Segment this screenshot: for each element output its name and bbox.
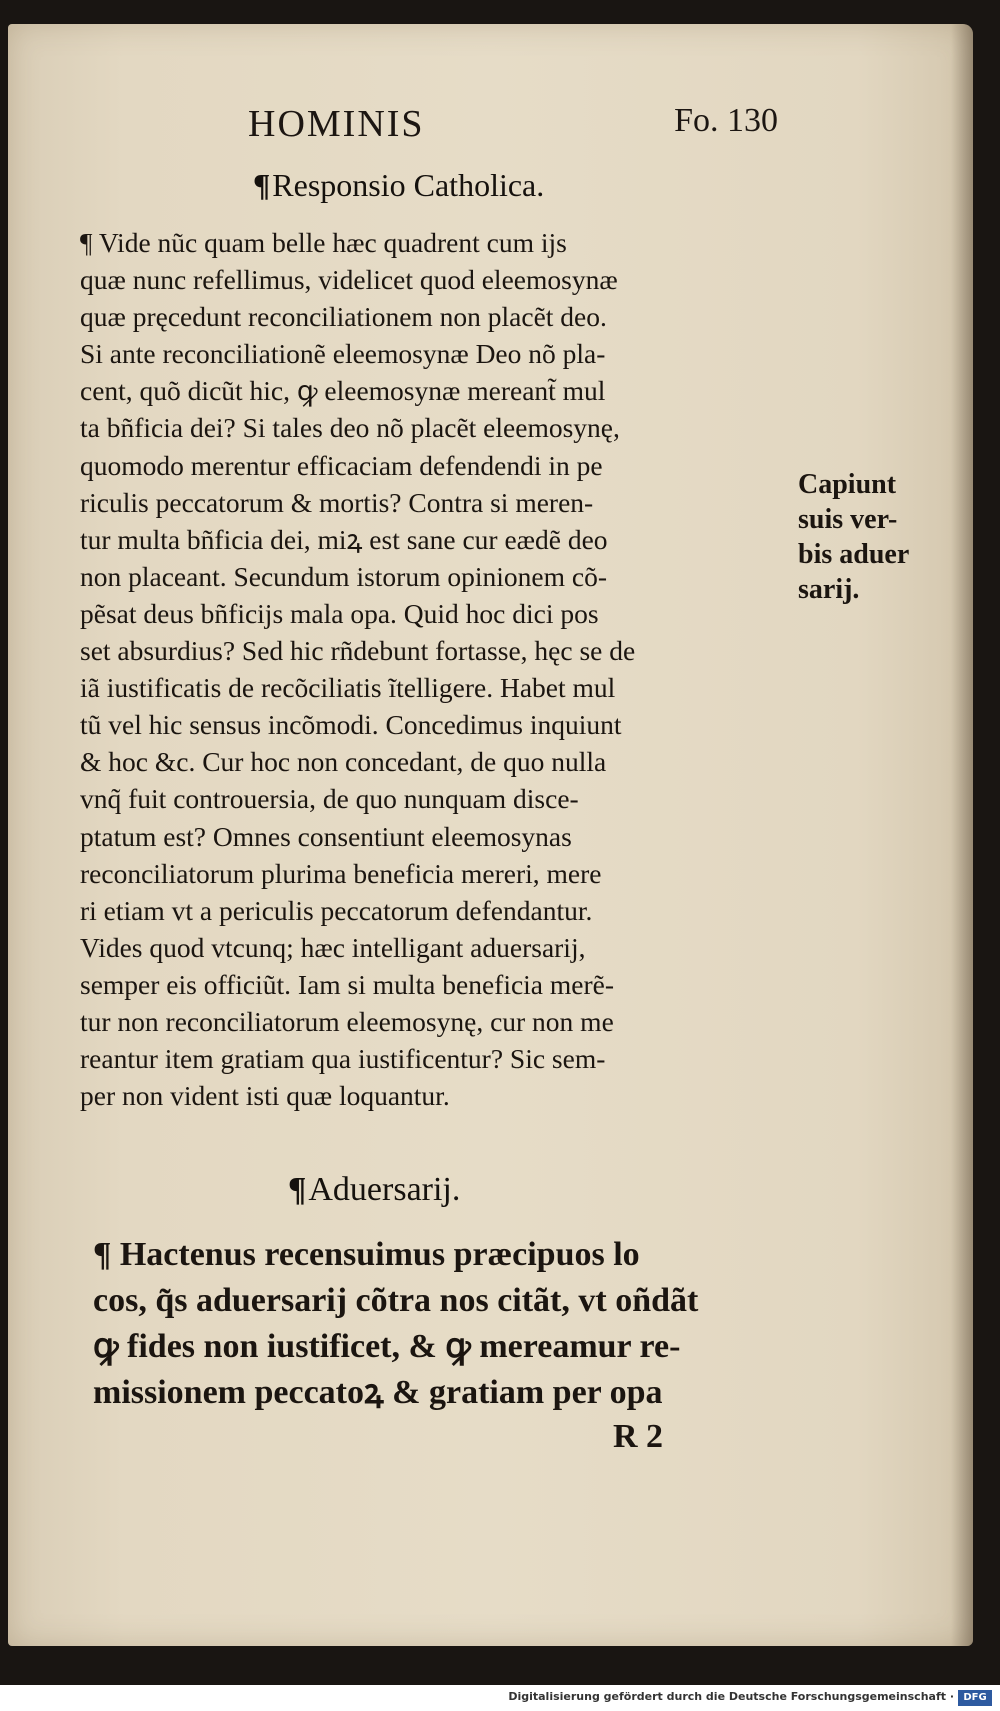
margin-note-line: bis aduer [798, 539, 910, 570]
paragraph-1-line: Si ante reconciliationẽ eleemosynæ Deo nõ pla- [80, 338, 606, 370]
body-paragraph-2 [93, 1232, 803, 1416]
paragraph-1-line: quæ pręcedunt reconciliationem non placẽt deo. [80, 301, 607, 333]
paragraph-1-line: pẽsat deus bñficijs mala opa. Quid hoc dici pos [80, 597, 599, 629]
paragraph-1-line: non placeant. Secundum istorum opinionem cõ- [80, 560, 607, 592]
paragraph-1-line: tũ vel hic sensus incõmodi. Concedimus inquiunt [80, 709, 622, 741]
paragraph-1-line: set absurdius? Sed hic rñdebunt fortasse, hęc se de [80, 635, 636, 667]
running-head-title: HOMINIS [248, 103, 425, 145]
paragraph-1-line: ptatum est? Omnes consentiunt eleemosynas [80, 820, 572, 852]
paragraph-1-line: tur non reconciliatorum eleemosynę, cur non me [80, 1005, 614, 1037]
paragraph-2-line: ꝙ fides non iustificet, & ꝙ mereamur re- [93, 1328, 681, 1365]
paragraph-2-line: cos, q̃s aduersarij cõtra nos citãt, vt oñdãt [93, 1282, 699, 1319]
footer-credit: Digitalisierung gefördert durch die Deutsche Forschungsgemeinschaft · [508, 1690, 954, 1703]
paragraph-1-line: vnq̃ fuit controuersia, de quo nunquam disce- [80, 783, 579, 815]
paragraph-1-line: ri etiam vt a periculis peccatorum defendantur. [80, 894, 593, 926]
paragraph-1-line: Vides quod vtcunq; hæc intelligant aduersarij, [80, 931, 586, 963]
margin-note-line: suis ver- [798, 504, 898, 535]
paragraph-1-line: quæ nunc refellimus, videlicet quod eleemosynæ [80, 264, 618, 296]
paragraph-1-line: ¶ Vide nũc quam belle hæc quadrent cum ijs [80, 227, 567, 258]
paragraph-2-line: missionem peccatoꝝ & gratiam per opa [93, 1374, 663, 1411]
running-head [248, 102, 778, 152]
paragraph-1-line: iã iustificatis de recõciliatis ĩtelligere. Habet mul [80, 672, 616, 704]
folio-number: Fo. 130 [674, 102, 778, 139]
signature-mark: R 2 [613, 1418, 664, 1455]
book-page [8, 24, 973, 1646]
margin-note [798, 467, 958, 607]
paragraph-2-line: ¶ Hactenus recensuimus præcipuos lo [93, 1236, 640, 1273]
pilcrow-icon: ¶ [253, 167, 271, 203]
paragraph-1-line: per non vident isti quæ loquantur. [80, 1080, 450, 1112]
paragraph-1-line: quomodo merentur efficaciam defendendi in pe [80, 449, 603, 481]
pilcrow-icon: ¶ [288, 1171, 307, 1208]
margin-note-line: Capiunt [798, 469, 897, 500]
section-heading-aduersarij [288, 1171, 460, 1209]
paragraph-1-line: ta bñficia dei? Si tales deo nõ placẽt eleemosynę, [80, 412, 620, 444]
footer-bar [0, 1685, 1000, 1711]
paragraph-1-line: reantur item gratiam qua iustificentur? Sic sem- [80, 1043, 606, 1075]
paragraph-1-line: reconciliatorum plurima beneficia mereri, mere [80, 857, 602, 889]
paragraph-1-line: semper eis officiũt. Iam si multa beneficia merẽ- [80, 968, 615, 1000]
body-paragraph-1 [80, 224, 800, 1114]
dfg-logo-icon: DFG [958, 1690, 992, 1706]
paragraph-1-line: & hoc &c. Cur hoc non concedant, de quo nulla [80, 746, 607, 778]
paragraph-1-line: tur multa bñficia dei, miꝝ est sane cur eædẽ deo [80, 523, 608, 555]
section-heading-text: Aduersarij. [308, 1171, 461, 1208]
section-heading-text: Responsio Catholica. [272, 167, 545, 203]
section-heading-responsio [253, 167, 544, 204]
paragraph-1-line: riculis peccatorum & mortis? Contra si meren- [80, 486, 594, 518]
margin-note-line: sarij. [798, 574, 860, 605]
paragraph-1-line: cent, quõ dicũt hic, ꝙ eleemosynæ mereant̃ mul [80, 375, 606, 407]
